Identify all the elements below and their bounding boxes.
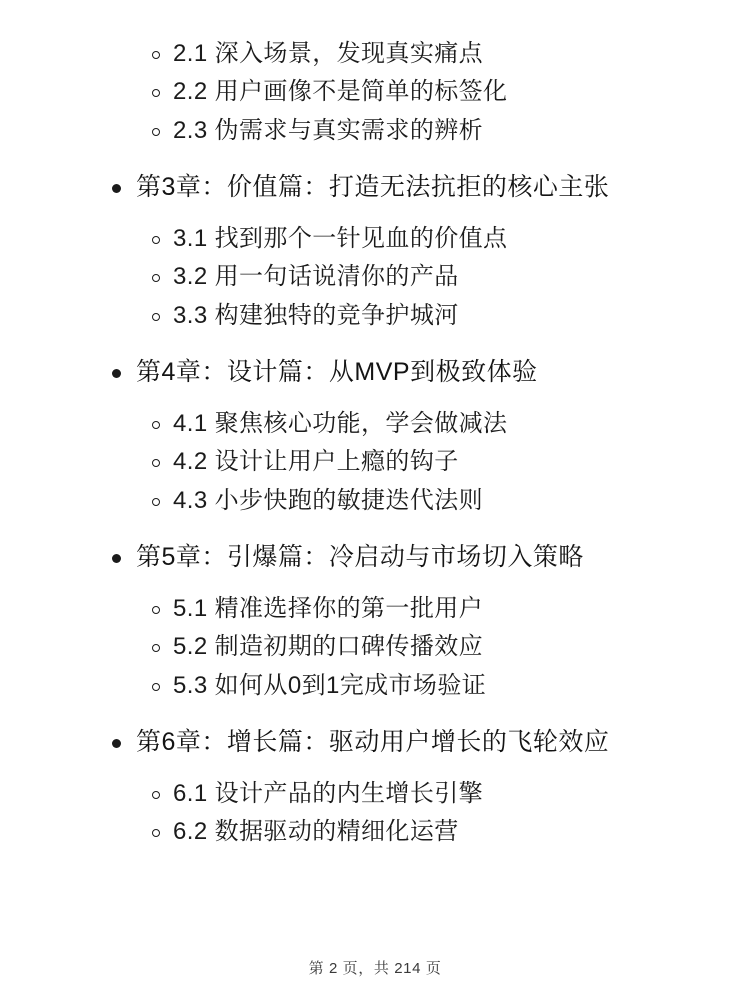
toc-section-item[interactable] xyxy=(40,670,710,702)
toc-item-label: 4.3 小步快跑的敏捷迭代法则 xyxy=(173,486,484,514)
toc-item-label: 5.2 制造初期的口碑传播效应 xyxy=(173,633,484,661)
hollow-bullet-icon xyxy=(152,644,160,652)
table-of-contents xyxy=(40,38,710,848)
toc-item-label: 2.3 伪需求与真实需求的辨析 xyxy=(173,116,484,144)
toc-item-label: 第4章：设计篇：从MVP到极致体验 xyxy=(136,358,538,387)
toc-chapter-item[interactable] xyxy=(40,541,710,575)
toc-item-label: 2.2 用户画像不是简单的标签化 xyxy=(173,78,508,106)
toc-item-label: 3.2 用一句话说清你的产品 xyxy=(173,263,459,291)
toc-section-item[interactable] xyxy=(40,485,710,517)
hollow-bullet-icon xyxy=(152,791,160,799)
hollow-bullet-icon xyxy=(152,606,160,614)
toc-item-label: 第5章：引爆篇：冷启动与市场切入策略 xyxy=(136,543,584,572)
hollow-bullet-icon xyxy=(152,498,160,506)
toc-item-label: 5.1 精准选择你的第一批用户 xyxy=(173,594,484,622)
toc-section-item[interactable] xyxy=(40,446,710,478)
toc-item-label: 3.1 找到那个一针见血的价值点 xyxy=(173,224,508,252)
page-footer: 第 2 页，共 214 页 xyxy=(308,960,442,977)
toc-item-label: 5.3 如何从0到1完成市场验证 xyxy=(173,671,487,699)
filled-bullet-icon xyxy=(112,554,121,563)
toc-item-label: 6.1 设计产品的内生增长引擎 xyxy=(173,779,484,807)
hollow-bullet-icon xyxy=(152,683,160,691)
toc-section-item[interactable] xyxy=(40,261,710,293)
hollow-bullet-icon xyxy=(152,459,160,467)
hollow-bullet-icon xyxy=(152,128,160,136)
toc-item-label: 6.2 数据驱动的精细化运营 xyxy=(173,818,459,846)
toc-section-item[interactable] xyxy=(40,223,710,255)
toc-section-item[interactable] xyxy=(40,300,710,332)
toc-section-item[interactable] xyxy=(40,631,710,663)
toc-chapter-item[interactable] xyxy=(40,356,710,390)
toc-chapter-item[interactable] xyxy=(40,171,710,205)
toc-item-label: 第3章：价值篇：打造无法抗拒的核心主张 xyxy=(136,173,610,202)
toc-section-item[interactable] xyxy=(40,816,710,848)
hollow-bullet-icon xyxy=(152,51,160,59)
toc-item-label: 4.1 聚焦核心功能，学会做减法 xyxy=(173,409,508,437)
toc-item-label: 2.1 深入场景，发现真实痛点 xyxy=(173,40,484,67)
toc-section-item[interactable] xyxy=(40,778,710,810)
toc-section-item[interactable] xyxy=(40,115,710,147)
hollow-bullet-icon xyxy=(152,236,160,244)
hollow-bullet-icon xyxy=(152,313,160,321)
toc-item-label: 4.2 设计让用户上瘾的钩子 xyxy=(173,448,459,476)
filled-bullet-icon xyxy=(112,369,121,378)
toc-section-item[interactable] xyxy=(40,408,710,440)
hollow-bullet-icon xyxy=(152,274,160,282)
toc-section-item[interactable] xyxy=(40,38,710,70)
hollow-bullet-icon xyxy=(152,421,160,429)
toc-item-label: 3.3 构建独特的竞争护城河 xyxy=(173,301,459,329)
hollow-bullet-icon xyxy=(152,829,160,837)
hollow-bullet-icon xyxy=(152,89,160,97)
toc-section-item[interactable] xyxy=(40,76,710,108)
filled-bullet-icon xyxy=(112,739,121,748)
toc-item-label: 第6章：增长篇：驱动用户增长的飞轮效应 xyxy=(136,727,610,756)
toc-chapter-item[interactable] xyxy=(40,726,710,760)
toc-section-item[interactable] xyxy=(40,593,710,625)
filled-bullet-icon xyxy=(112,184,121,193)
